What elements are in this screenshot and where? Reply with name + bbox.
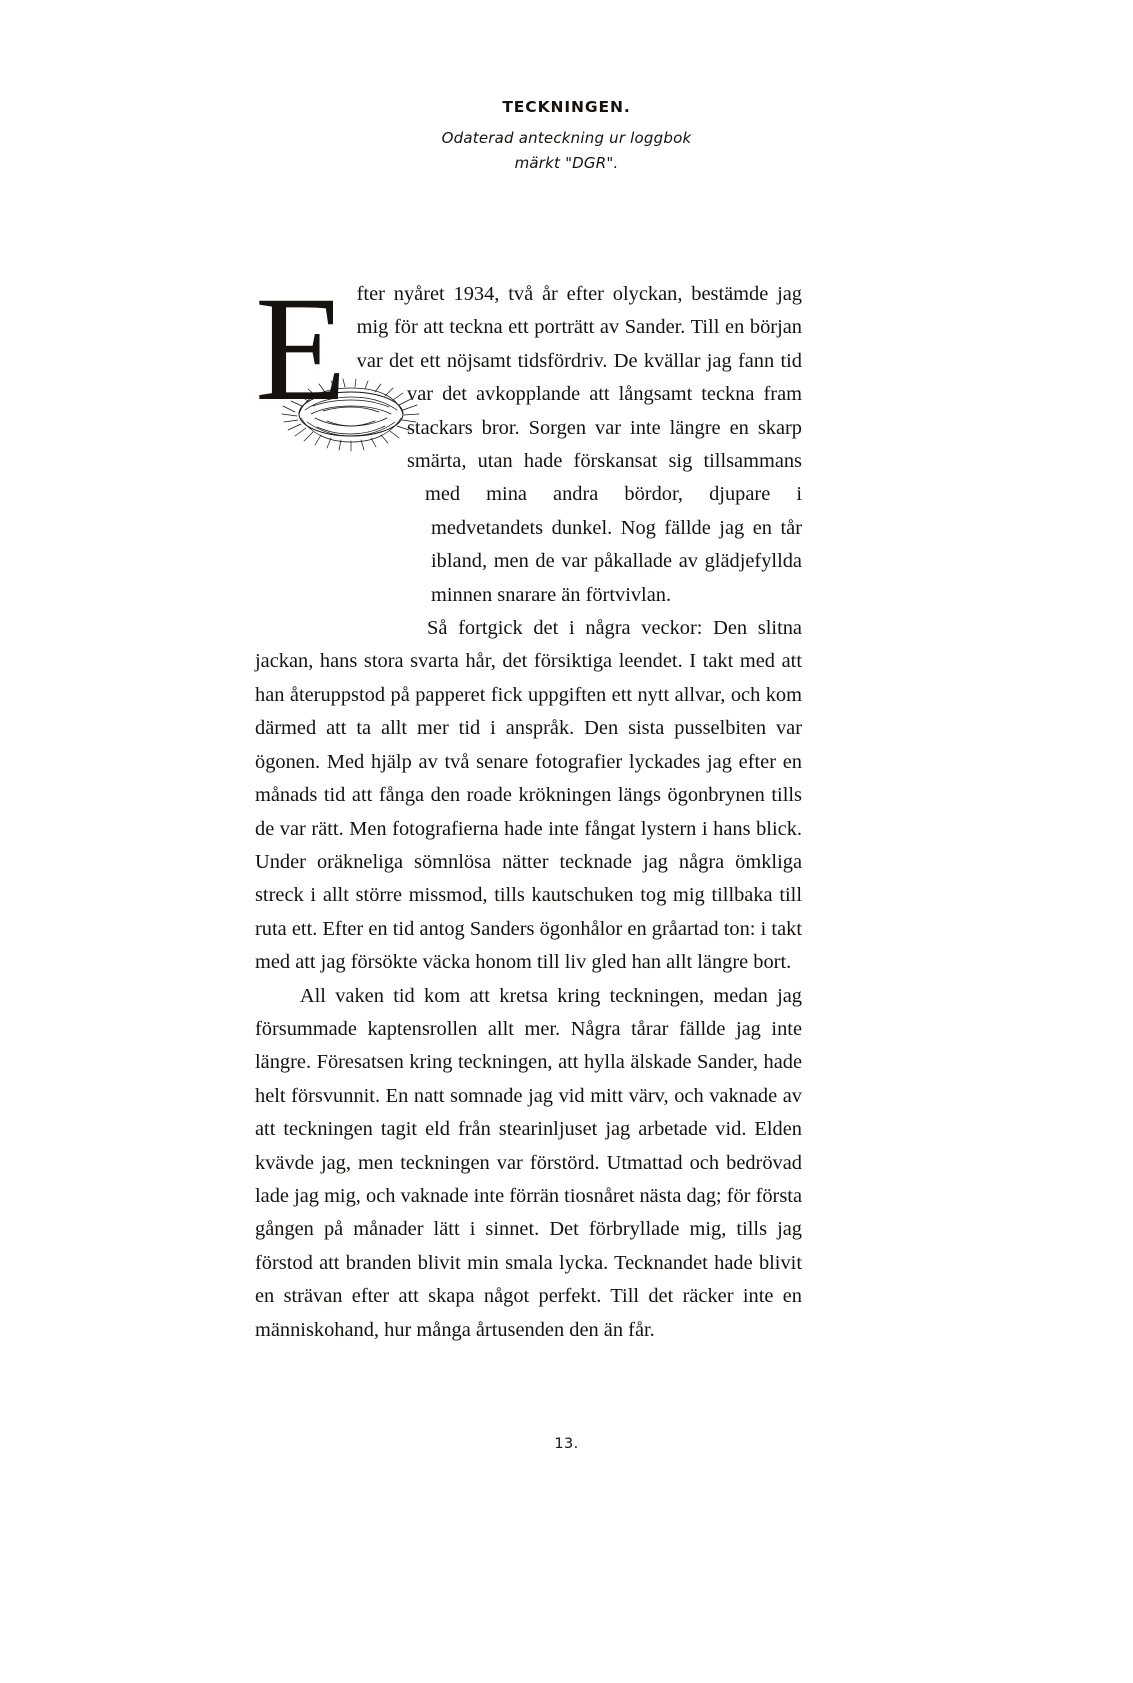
first-paragraph-block [255, 266, 802, 612]
nest-wrap-shim [255, 411, 407, 511]
page-header [0, 98, 1133, 179]
nest-wrap-shim [255, 545, 431, 579]
chapter-title: TECKNINGEN. [502, 98, 631, 116]
paragraph-1: fter nyåret 1934, två år efter olyckan, bestämde jag mig för att teckna ett porträtt av Sander. Till en början var det ett nöjsamt tidsfördriv. De kvällar jag fann tid var det avkopplande att långsamt teckna fram stackars bror. Sorgen var inte längre en skarp smärta, utan hade förskansat sig tillsammans med mina andra bördor, djupare i medvetandets dunkel. Nog fällde jag en tår ibland, men de var påkallade av glädjefyllda minnen snarare än förtvivlan. [356, 283, 802, 606]
nest-wrap-shim [255, 511, 425, 545]
nest-wrap-shim [255, 579, 427, 613]
paragraph-2: Så fortgick det i några veckor: Den slitna jackan, hans stora svarta hår, det försiktiga leendet. I takt med att han återuppstod på papperet fick uppgiften ett nytt allvar, och kom därmed att ta allt mer tid i anspråk. Den sista pusselbiten var ögonen. Med hjälp av två senare fotografier lyckades jag efter en månads tid att fånga den roade krökningen längs ögonbrynen tills de var rätt. Men fotografierna hade inte fångat lystern i hans blick. Under oräkneliga sömnlösa nätter tecknade jag några ömkliga streck i allt större missmod, tills kautschuken tog mig tillbaka till ruta ett. Efter en tid antog Sanders ögonhålor en gråartad ton: i takt med att jag försökte väcka honom till liv gled han allt längre bort. [255, 617, 802, 974]
paragraph-3: All vaken tid kom att kretsa kring teckningen, medan jag försummade kaptensrollen allt mer. Några tårar fällde jag inte längre. Föresatsen kring teckningen, att hylla älskade Sander, hade helt försvunnit. En natt somnade jag vid mitt värv, och vaknade av att teckningen tagit eld från stearinljuset jag arbetade vid. Elden kvävde jag, men teckningen var förstörd. Utmattad och bedrövad lade jag mig, och vaknade inte förrän tiosnåret nästa dag; för första gången på månader lätt i sinnet. Det förbryllade mig, tills jag förstod att branden blivit min smala lycka. Tecknandet hade blivit en strävan efter att skapa något perfekt. Till det räcker inte en människohand, hur många årtusenden den än får. [255, 984, 802, 1341]
chapter-subtitle-line-1: Odaterad anteckning ur loggbok [441, 129, 692, 147]
chapter-subtitle-line-2: märkt "DGR". [514, 154, 619, 172]
page-number: 13. [554, 1436, 579, 1452]
body-text [255, 266, 802, 1347]
drop-cap-letter: E [255, 266, 347, 432]
